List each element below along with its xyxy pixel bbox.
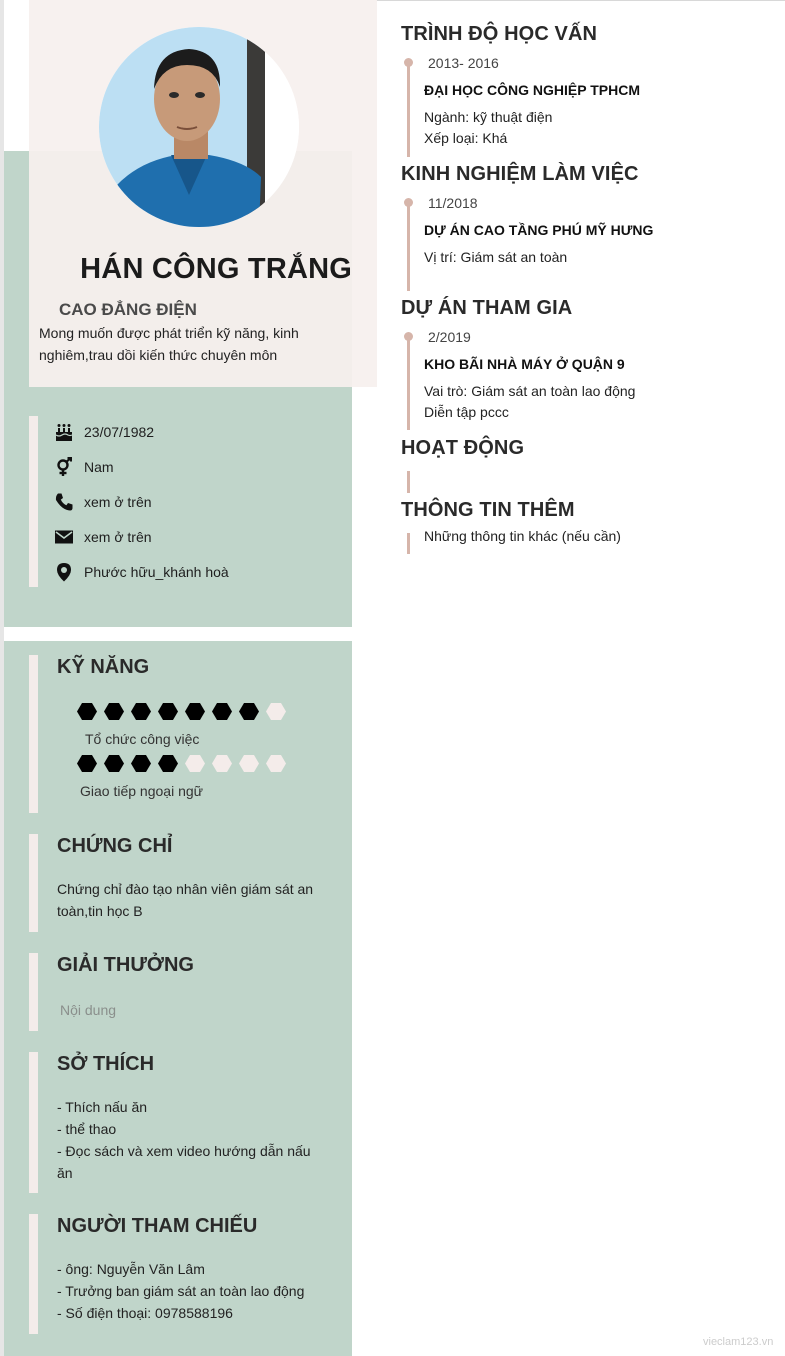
job-title: CAO ĐẲNG ĐIỆN <box>59 300 197 319</box>
experience-details <box>424 247 567 268</box>
reference-item: - Trưởng ban giám sát an toàn lao động <box>57 1283 305 1299</box>
project-details <box>424 381 635 423</box>
skills-heading: KỸ NĂNG <box>57 656 150 678</box>
hobby-item: - thể thao <box>57 1121 117 1137</box>
skill-label-2: Giao tiếp ngoại ngữ <box>80 783 204 799</box>
education-details <box>424 107 552 149</box>
education-detail-line: Xếp loại: Khá <box>424 130 508 146</box>
hobby-item: - Đọc sách và xem video hướng dẫn nấu ăn <box>57 1143 311 1181</box>
profile-photo-image <box>99 27 299 227</box>
project-name: KHO BÃI NHÀ MÁY Ở QUẬN 9 <box>424 356 625 372</box>
certificates-accent-bar <box>29 834 38 932</box>
education-timeline-dot <box>404 58 413 67</box>
skill-level-hexagon <box>185 755 205 772</box>
education-detail-line: Ngành: kỹ thuật điện <box>424 109 553 125</box>
skill-level-hexagon <box>185 703 205 720</box>
contact-gender <box>53 456 114 478</box>
experience-timeline <box>407 200 410 291</box>
reference-item: - Số điện thoại: 0978588196 <box>57 1305 233 1321</box>
candidate-name: HÁN CÔNG TRẮNG <box>80 253 352 285</box>
awards-accent-bar <box>29 953 38 1031</box>
skill-level-hexagon <box>239 703 259 720</box>
projects-timeline <box>407 334 410 430</box>
contact-accent-bar <box>29 416 38 587</box>
gender-icon <box>53 456 75 478</box>
certificates-heading: CHỨNG CHỈ <box>57 835 173 857</box>
additional-info-text: Những thông tin khác (nếu cần) <box>424 528 621 544</box>
additional-info-heading: THÔNG TIN THÊM <box>401 499 575 521</box>
experience-heading: KINH NGHIỆM LÀM VIỆC <box>401 163 639 185</box>
references-list <box>57 1258 337 1324</box>
projects-timeline-dot <box>404 332 413 341</box>
additional-info-timeline <box>407 533 410 554</box>
address-value: Phước hữu_khánh hoà <box>84 564 229 580</box>
contact-address <box>53 561 229 583</box>
skill-level-hexagon <box>266 755 286 772</box>
skill-level-hexagon <box>77 703 97 720</box>
site-watermark: vieclam123.vn <box>703 1336 774 1348</box>
skill-rating-2 <box>77 755 286 772</box>
experience-detail-line: Vị trí: Giám sát an toàn <box>424 249 568 265</box>
birthday-cake-icon <box>53 421 75 443</box>
project-date: 2/2019 <box>428 329 471 345</box>
contact-phone <box>53 491 152 513</box>
skill-level-hexagon <box>77 755 97 772</box>
skill-level-hexagon <box>131 755 151 772</box>
awards-heading: GIẢI THƯỞNG <box>57 954 194 976</box>
email-value: xem ở trên <box>84 529 152 545</box>
awards-placeholder[interactable]: Nội dung <box>60 1002 117 1018</box>
education-date: 2013- 2016 <box>428 55 499 71</box>
activities-timeline <box>407 471 410 493</box>
skill-level-hexagon <box>266 703 286 720</box>
contact-birthday <box>53 421 154 443</box>
profile-photo[interactable] <box>99 27 299 227</box>
email-icon <box>53 526 75 548</box>
hobbies-heading: SỞ THÍCH <box>57 1053 155 1075</box>
project-detail-line: Vai trò: Giám sát an toàn lao động <box>424 383 636 399</box>
skill-level-hexagon <box>158 703 178 720</box>
hobbies-accent-bar <box>29 1052 38 1193</box>
reference-item: - ông: Nguyễn Văn Lâm <box>57 1261 205 1277</box>
projects-heading: DỰ ÁN THAM GIA <box>401 297 573 319</box>
education-heading: TRÌNH ĐỘ HỌC VẤN <box>401 23 598 45</box>
skills-accent-bar <box>29 655 38 813</box>
phone-value: xem ở trên <box>84 494 152 510</box>
hobbies-list <box>57 1096 327 1184</box>
skill-label-1: Tổ chức công việc <box>85 731 200 747</box>
experience-date: 11/2018 <box>428 195 478 211</box>
location-pin-icon <box>53 561 75 583</box>
references-accent-bar <box>29 1214 38 1334</box>
experience-company: DỰ ÁN CAO TẦNG PHÚ MỸ HƯNG <box>424 222 654 238</box>
skill-level-hexagon <box>104 703 124 720</box>
hobby-item: - Thích nấu ăn <box>57 1099 148 1115</box>
career-objective: Mong muốn được phát triển kỹ năng, kinh nghiêm,trau dồi kiến thức chuyên môn <box>39 325 299 363</box>
certificates-text: Chứng chỉ đào tạo nhân viên giám sát an toàn,tin học B <box>57 881 314 919</box>
skill-level-hexagon <box>212 703 232 720</box>
skill-level-hexagon <box>239 755 259 772</box>
contact-email <box>53 526 152 548</box>
education-timeline <box>407 60 410 157</box>
skill-level-hexagon <box>158 755 178 772</box>
experience-timeline-dot <box>404 198 413 207</box>
page-top-border <box>376 0 785 1</box>
phone-icon <box>53 491 75 513</box>
skill-level-hexagon <box>212 755 232 772</box>
project-detail-line: Diễn tập pccc <box>424 404 509 420</box>
gender-value: Nam <box>84 459 114 475</box>
skill-level-hexagon <box>131 703 151 720</box>
skill-level-hexagon <box>104 755 124 772</box>
birthday-value: 23/07/1982 <box>84 424 155 440</box>
education-school: ĐẠI HỌC CÔNG NGHIỆP TPHCM <box>424 82 640 98</box>
skill-rating-1 <box>77 703 286 720</box>
activities-heading: HOẠT ĐỘNG <box>401 437 525 459</box>
references-heading: NGƯỜI THAM CHIẾU <box>57 1215 258 1237</box>
